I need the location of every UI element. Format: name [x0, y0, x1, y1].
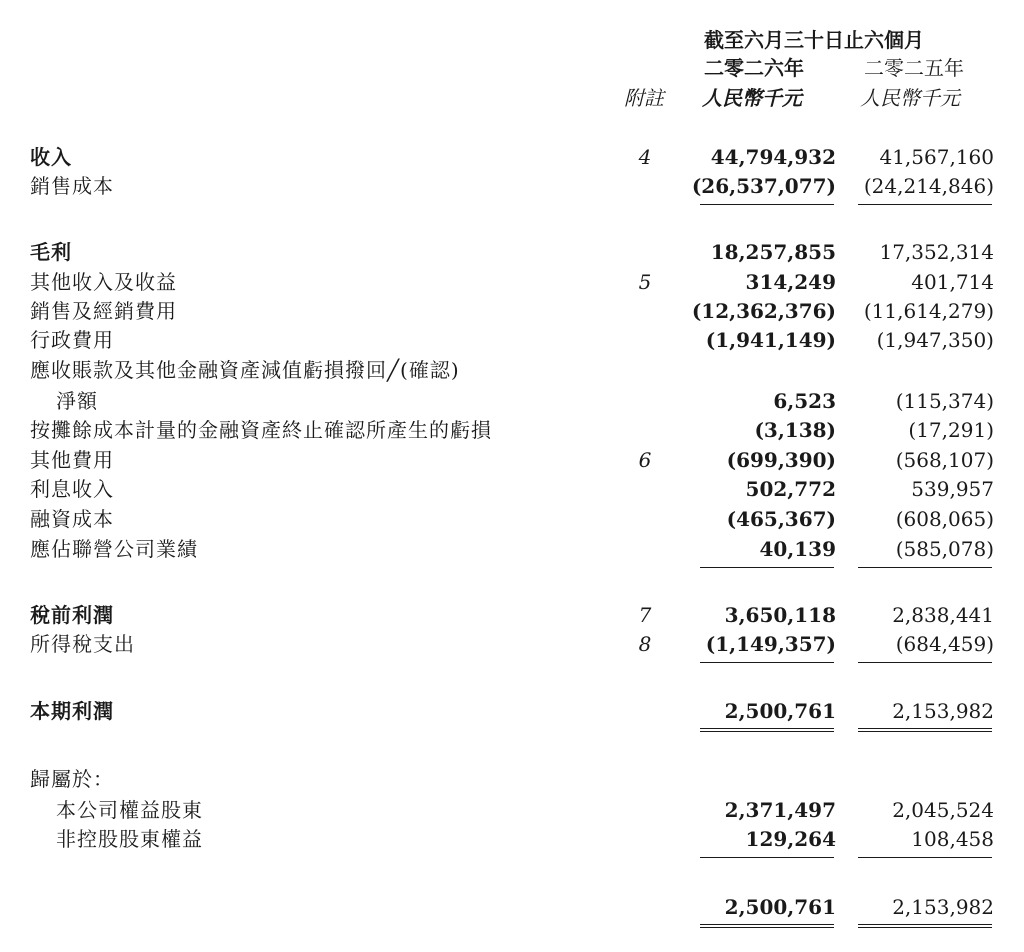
row-label: 淨額 [56, 389, 98, 413]
table-row [0, 475, 1024, 504]
table-row [0, 825, 1024, 854]
row-current: (699,390) [726, 448, 836, 472]
row-current: (12,362,376) [691, 299, 836, 323]
period-header: 截至六月三十日止六個月 [704, 28, 924, 52]
row-label: 收入 [30, 145, 72, 169]
row-current: 502,772 [745, 477, 836, 501]
subtotal-rule [858, 857, 992, 858]
row-label: 毛利 [30, 240, 72, 264]
row-current: 18,257,855 [710, 240, 836, 264]
row-prior: 2,153,982 [892, 895, 994, 919]
row-prior: 539,957 [911, 477, 994, 501]
total-double-rule [700, 728, 834, 732]
total-double-rule [858, 728, 992, 732]
row-prior: (1,947,350) [876, 328, 994, 352]
row-current: (1,149,357) [705, 632, 836, 656]
row-label: 按攤餘成本計量的金融資產終止確認所產生的虧損 [30, 418, 492, 442]
table-row [0, 416, 1024, 445]
table-row [0, 356, 1024, 385]
row-prior: 2,838,441 [892, 603, 994, 627]
row-label: 應收賬款及其他金融資產減值虧損撥回╱(確認) [30, 358, 460, 382]
row-prior: 17,352,314 [879, 240, 994, 264]
table-row [0, 172, 1024, 201]
row-prior: 108,458 [911, 827, 994, 851]
row-prior: (608,065) [895, 507, 994, 531]
row-current: (3,138) [754, 418, 836, 442]
subtotal-rule [858, 204, 992, 205]
subtotal-rule [700, 662, 834, 663]
row-prior: (585,078) [895, 537, 994, 561]
table-row [0, 143, 1024, 172]
row-current: 2,500,761 [724, 895, 836, 919]
row-prior: (11,614,279) [863, 299, 994, 323]
table-row [0, 796, 1024, 825]
row-label: 應佔聯營公司業績 [30, 537, 198, 561]
row-prior: (24,214,846) [863, 174, 994, 198]
row-prior: (684,459) [895, 632, 994, 656]
row-note: 7 [638, 603, 652, 627]
subtotal-rule [700, 567, 834, 568]
table-row [0, 765, 1024, 794]
row-prior: 2,045,524 [892, 798, 994, 822]
subtotal-rule [700, 857, 834, 858]
table-row [0, 326, 1024, 355]
row-prior: 41,567,160 [879, 145, 994, 169]
row-current: 2,500,761 [724, 699, 836, 723]
unit-current-header: 人民幣千元 [702, 86, 802, 110]
row-current: 314,249 [745, 270, 836, 294]
table-row [0, 505, 1024, 534]
year-current-header: 二零二六年 [704, 56, 804, 80]
row-note: 5 [638, 270, 652, 294]
row-note: 4 [638, 145, 652, 169]
table-row [0, 630, 1024, 659]
table-row [0, 238, 1024, 267]
subtotal-rule [858, 567, 992, 568]
row-label: 非控股股東權益 [56, 827, 203, 851]
table-row [0, 535, 1024, 564]
row-current: 6,523 [773, 389, 836, 413]
subtotal-rule [700, 204, 834, 205]
row-current: (465,367) [726, 507, 836, 531]
subtotal-rule [858, 662, 992, 663]
row-current: 3,650,118 [724, 603, 836, 627]
row-label: 其他收入及收益 [30, 270, 177, 294]
row-label: 銷售及經銷費用 [30, 299, 177, 323]
row-current: 2,371,497 [724, 798, 836, 822]
table-row [0, 697, 1024, 726]
unit-prior-header: 人民幣千元 [860, 86, 960, 110]
row-prior: (568,107) [895, 448, 994, 472]
row-current: 44,794,932 [710, 145, 836, 169]
table-row [0, 446, 1024, 475]
table-row [0, 387, 1024, 416]
row-current: (1,941,149) [705, 328, 836, 352]
row-label: 歸屬於： [30, 767, 114, 791]
row-label: 稅前利潤 [30, 603, 114, 627]
row-label: 融資成本 [30, 507, 114, 531]
total-double-rule [700, 924, 834, 928]
row-current: 40,139 [759, 537, 836, 561]
table-row [0, 297, 1024, 326]
year-prior-header: 二零二五年 [864, 56, 964, 80]
row-prior: 2,153,982 [892, 699, 994, 723]
row-label: 所得稅支出 [30, 632, 135, 656]
row-prior: (115,374) [895, 389, 994, 413]
table-row [0, 268, 1024, 297]
row-label: 其他費用 [30, 448, 114, 472]
row-prior: (17,291) [908, 418, 994, 442]
row-note: 8 [638, 632, 652, 656]
row-note: 6 [638, 448, 652, 472]
row-label: 本公司權益股東 [56, 798, 203, 822]
total-double-rule [858, 924, 992, 928]
row-current: 129,264 [745, 827, 836, 851]
table-row [0, 893, 1024, 922]
table-row [0, 601, 1024, 630]
row-label: 本期利潤 [30, 699, 114, 723]
row-label: 銷售成本 [30, 174, 114, 198]
row-label: 利息收入 [30, 477, 114, 501]
row-current: (26,537,077) [691, 174, 836, 198]
note-column-header: 附註 [624, 86, 664, 110]
row-prior: 401,714 [911, 270, 994, 294]
row-label: 行政費用 [30, 328, 114, 352]
